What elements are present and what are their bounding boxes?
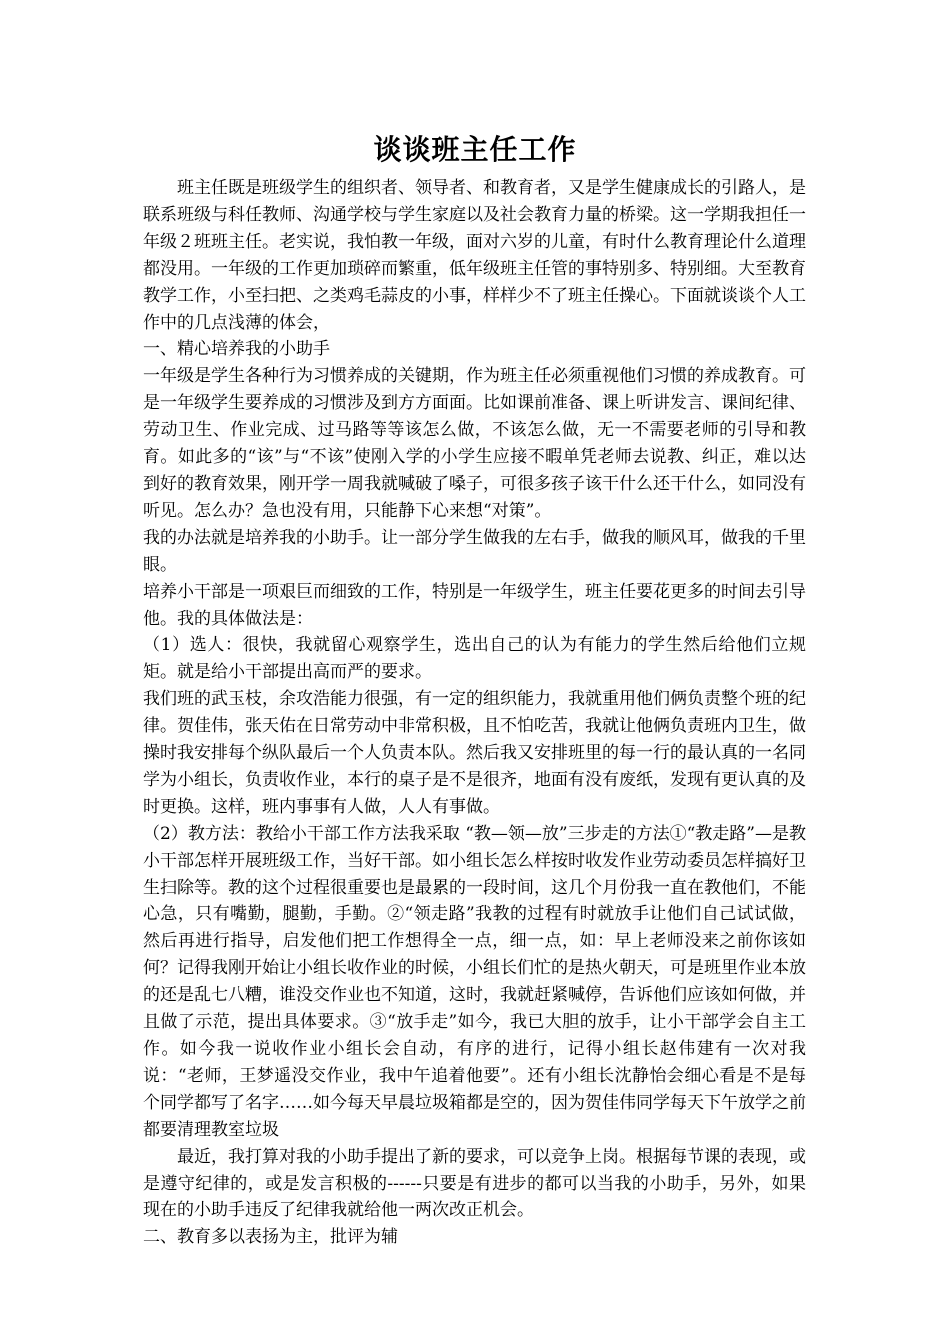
document-body: [143, 175, 806, 1251]
document-paragraph: 班主任既是班级学生的组织者、领导者、和教育者，又是学生健康成长的引路人，是联系班级与科任教师、沟通学校与学生家庭以及社会教育力量的桥梁。这一学期我担任一年级２班班主任。老实说，我怕教一年级，面对六岁的儿童，有时什么教育理论什么道理都没用。一年级的工作更加琐碎而繁重，低年级班主任管的事特别多、特别细。大至教育教学工作，小至扫把、之类鸡毛蒜皮的小事，样样少不了班主任操心。下面就谈谈个人工作中的几点浅薄的体会，: [143, 178, 806, 333]
document-paragraph: （2）教方法：教给小干部工作方法我采取 “教—领—放”三步走的方法①“教走路”—是教小干部怎样开展班级工作，当好干部。如小组长怎么样按时收发作业劳动委员怎样搞好卫生扫除等。教的这个过程很重要也是最累的一段时间，这几个月份我一直在教他们，不能心急，只有嘴勤，腿勤，手勤。②“领走路”我教的过程有时就放手让他们自己试试做，然后再进行指导，启发他们把工作想得全一点，细一点，如：早上老师没来之前你该如何？记得我刚开始让小组长收作业的时候，小组长们忙的是热火朝天，可是班里作业本放的还是乱七八糟，谁没交作业也不知道，这时，我就赶紧喊停，告诉他们应该如何做，并且做了示范，提出具体要求。③“放手走”如今，我已大胆的放手，让小干部学会自主工作。如今我一说收作业小组长会自动，有序的进行，记得小组长赵伟建有一次对我说：“老师，王梦遥没交作业，我中午追着他要”。还有小组长沈静怡会细心看是不是每个同学都写了名字……如今每天早晨垃圾箱都是空的，因为贺佳伟同学每天下午放学之前都要清理教室垃圾: [143, 823, 806, 1140]
document-paragraph: 一年级是学生各种行为习惯养成的关键期，作为班主任必须重视他们习惯的养成教育。可是一年级学生要养成的习惯涉及到方方面面。比如课前准备、课上听讲发言、课间纪律、劳动卫生、作业完成、过马路等等该怎么做，不该怎么做，无一不需要老师的引导和教育。如此多的“该”与“不该”使刚入学的小学生应接不暇单凭老师去说教、纠正，难以达到好的教育效果，刚开学一周我就喊破了嗓子，可很多孩子该干什么还干什么，如同没有听见。怎么办？急也没有用，只能静下心来想“对策”。: [143, 366, 806, 521]
document-paragraph: 一、精心培养我的小助手: [143, 339, 330, 360]
document-paragraph: 我的办法就是培养我的小助手。让一部分学生做我的左右手，做我的顺风耳，做我的千里眼。: [143, 527, 806, 575]
document-paragraph: 二、教育多以表扬为主，批评为辅: [143, 1227, 398, 1248]
document-paragraph: 我们班的武玉枝，余攻浩能力很强，有一定的组织能力，我就重用他们俩负责整个班的纪律。贺佳伟，张天佑在日常劳动中非常积极，且不怕吃苦，我就让他俩负责班内卫生，做操时我安排每个纵队最后一个人负责本队。然后我又安排班里的每一行的最认真的一名同学为小组长，负责收作业，本行的桌子是不是很齐，地面有没有废纸，发现有更认真的及时更换。这样，班内事事有人做，人人有事做。: [143, 689, 806, 817]
document-title: 谈谈班主任工作: [373, 133, 577, 166]
document-paragraph: （1）选人：很快，我就留心观察学生，选出自己的认为有能力的学生然后给他们立规矩。就是给小干部提出高而严的要求。: [143, 635, 806, 683]
document-paragraph: 最近，我打算对我的小助手提出了新的要求，可以竞争上岗。根据每节课的表现，或是遵守纪律的，或是发言积极的------只要是有进步的都可以当我的小助手，另外，如果现在的小助手违反了纪律我就给他一两次改正机会。: [143, 1146, 806, 1221]
document-paragraph: 培养小干部是一项艰巨而细致的工作，特别是一年级学生，班主任要花更多的时间去引导他。我的具体做法是：: [143, 581, 806, 629]
